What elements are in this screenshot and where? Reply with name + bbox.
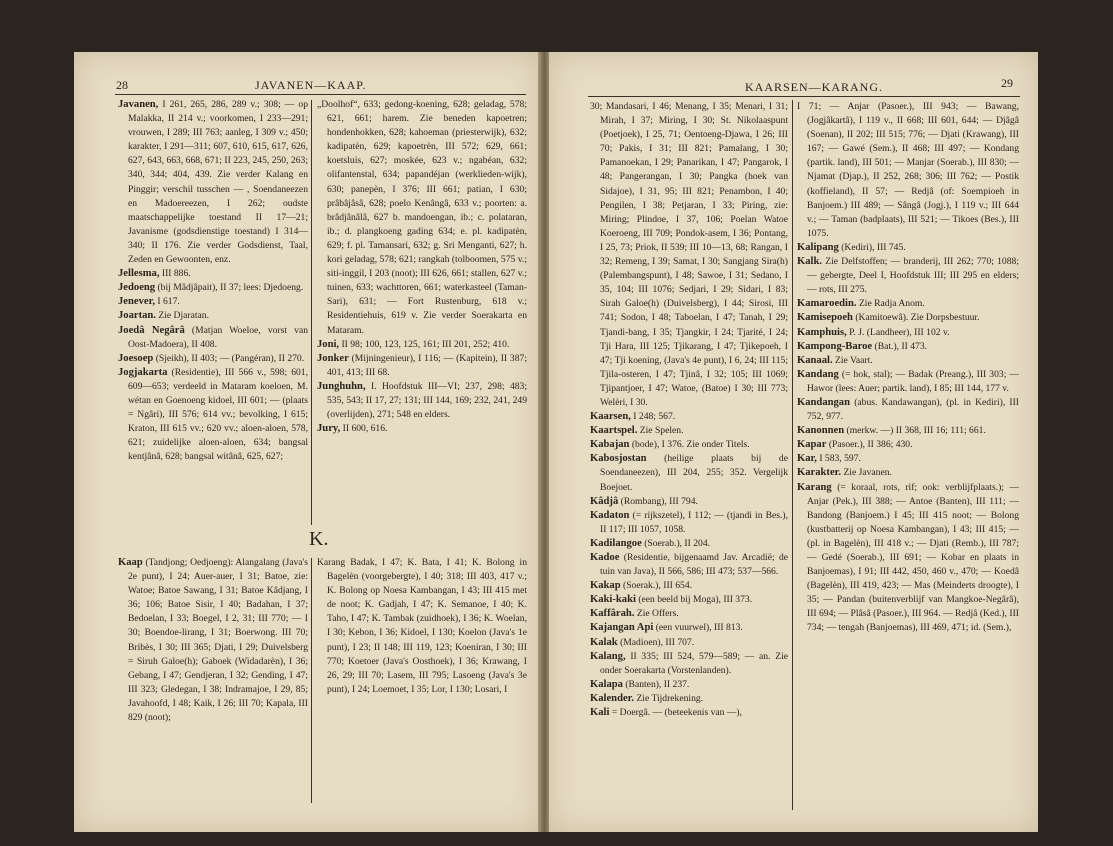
entry-headword: Kalapa: [590, 678, 623, 690]
entry-headword: Kakap: [590, 580, 621, 592]
entry-headword: Kamaroedin.: [797, 298, 857, 310]
left-head-rule: [115, 94, 526, 95]
entry-headword: Jellesma,: [118, 268, 160, 280]
right-running-head: KAARSEN—KARANG.: [745, 80, 884, 94]
entry-text: I 617.: [154, 296, 180, 308]
left-col1-entry: [118, 281, 308, 295]
entry-text: (Bat.), II 473.: [872, 340, 928, 352]
right-page-number: 29: [1001, 76, 1013, 90]
entry-text: II 600, 616.: [340, 423, 388, 435]
entry-text: II 335; III 524, 579—589; — an. Zie onder Soerakarta (Vorstenlanden).: [600, 650, 788, 676]
entry-headword: Kalipang: [797, 241, 839, 253]
entry-text: (merkw. —) II 368, III 16; 111; 661.: [844, 425, 986, 437]
entry-headword: Jedoeng: [118, 282, 156, 294]
entry-headword: Kar,: [797, 453, 817, 465]
entry-text: (bode), I 376. Zie onder Titels.: [629, 439, 750, 451]
left-column-3: [118, 556, 308, 725]
entry-headword: Kapar: [797, 439, 827, 451]
entry-text: (Banten), II 237.: [622, 678, 690, 690]
left-col1-entry: [118, 267, 308, 281]
section-letter-k: K.: [309, 528, 329, 550]
right-col2-entry: [797, 311, 1019, 325]
entry-headword: Junghuhn,: [317, 380, 366, 392]
entry-text: Zie Offers.: [634, 608, 679, 620]
entry-headword: Kadoe: [590, 552, 620, 563]
entry-headword: Kaarsen,: [590, 411, 631, 423]
entry-text: III 886.: [159, 268, 191, 280]
entry-text: (Madioen), III 707.: [617, 636, 695, 648]
right-col2-entry: [797, 466, 1019, 480]
left-col1-entry: [118, 98, 308, 267]
entry-headword: Kamisepoeh: [797, 312, 853, 324]
right-col2-entry: [797, 297, 1019, 311]
entry-headword: Kalak: [590, 636, 618, 648]
kali-continued: I 71; — Anjar (Pasoer.), III 943; — Bawang, (Jogjâkartâ), I 119 v., II 668; III 601, 644; — Djâgâ (Soenan), II 202; III 515; 776; — Djati (Krawang), III 167; — Gawé (Sem.), II 468; III 497; — Kondang (partik. land), III 501; — Manjar (Soerab.), III 830; — Njamat (Djap.), II 252, 268; 306; III 762; — Postik (koffieland), II 57; — Redjâ (of: Soempioeh in Banjoem.) III 489; — Sângâ (Jogj.), I 119 v.; III 644 v.; — Taman (badplaats), III 521; — Tikoes (Bes.), III 1075.: [797, 101, 1019, 239]
left-column-2: [317, 98, 527, 436]
right-col2-entry: [797, 396, 1019, 424]
entry-text: = Doergâ. — (beteekenis van —),: [609, 707, 743, 719]
entry-headword: Kabosjostan: [590, 453, 647, 465]
jogjakarta-continued: „Doolhof“, 633; gedong-koening, 628; geladag, 578; 621, 661; harem. Zie beneden kapoetren; hondenhokken, 628; kahoeman (priesterwijk), 632; kadipatèn, 629; kapoetrèn, III 572; 629, 661; koetsluis, 627; moskée, 623 v.; ngabéan, 632; olifantenstal, 634; papandéjan (werklieden-wijk), 630; panepèn, I 376; III 661; patian, I 630; prâbâjâsâ, 628; poelo Kenângâ, 633 v.; poorten: a. brâdjânâlâ, 627 b. mandoengan, ib.; c. polataran, ib.; d. plangkoeng gading 634; e. pl. kadipatèn, 629; f. pl. Tamansari, 632; g. Sri Menganti, 627; h. kori geladag, 578; 621; rangkah (tolboomen, 575 v.; siti-inggil, I 203 (noot); III 626, 661; stallen, 627 v.; tuinen, 633; wachttoren, 661; waterkasteel (Taman-Sari), 631; — Fort Rustenburg, 618 v.; Residentiehuis, 619 v. Zie verder Soerakarta en Mataram.: [317, 99, 527, 336]
left-col2-entry: [317, 380, 527, 422]
entry-text: Zie Radja Anom.: [856, 298, 925, 310]
right-col2-entry: [797, 368, 1019, 396]
left-col1-entry: [118, 366, 308, 465]
right-col2-entry: [797, 424, 1019, 438]
entry-headword: Jenever,: [118, 296, 155, 308]
right-col1-entry: [590, 621, 788, 635]
right-col2-entry: [797, 438, 1019, 452]
left-col1-entry: [118, 324, 308, 352]
entry-headword: Kanaal.: [797, 354, 833, 366]
left-col1-entry: [118, 309, 308, 323]
entry-text: (een vuurwel), III 813.: [653, 622, 743, 634]
left-col1-entry: [118, 295, 308, 309]
right-col1-entry: [590, 593, 788, 607]
left-col3-entry: [118, 556, 308, 725]
right-column-1: [590, 100, 788, 720]
entry-text: Zie Tijdrekening.: [634, 692, 704, 704]
entry-headword: Joartan.: [118, 310, 156, 322]
entry-headword: Kandang: [797, 368, 839, 380]
left-column-divider-bottom: [311, 558, 312, 803]
right-col1-entry: [590, 424, 788, 438]
entry-text: (Kamitoewâ). Zie Dorpsbestuur.: [852, 312, 980, 324]
entry-headword: Kaffârah.: [590, 608, 635, 620]
entry-text: P. J. (Landheer), III 102 v.: [846, 326, 950, 338]
right-col2-entry: [797, 481, 1019, 636]
left-column-1: [118, 98, 308, 464]
entry-text: (Kediri), III 745.: [838, 241, 906, 253]
entry-headword: Kampong-Baroe: [797, 340, 873, 352]
entry-headword: Kandangan: [797, 396, 850, 408]
right-column-2: [797, 100, 1019, 636]
entry-headword: Karang: [797, 481, 832, 493]
right-col1-entry: [590, 650, 788, 678]
right-col2-entry: [797, 354, 1019, 368]
entry-headword: Kadilangoe: [590, 537, 642, 549]
right-col1-entry: [590, 410, 788, 424]
entry-text: (Tandjong; Oedjoeng): Alangalang (Java's 2e punt), I 24; Auer-auer, I 31; Batoe, zie: Watoe; Batoe Sawang, I 31; Batoe Kâdjang, I 36; 106; Batoe Sisir, I 40; Badahan, I 37; Bedoelan, I 33; Boegel, I 2, 31; III 770; — I 30; Boendoe-lirang, I 31; Boerwong. III 70; Bribès, I 30; III 365; Djati, I 29; Duivelsberg = Siruh Galoe(h); Gaboek (Widadarèn), I 36; Gebang, I 47; Gendjeran, I 32; Gending, I 47; III 323; Gledegan, I 38; Indramajoe, I 29, 85; Javahoofd, I 48; Kaik, I 26; III 70; Kapala, III 829 (noot);: [128, 557, 308, 724]
entry-headword: Kalang,: [590, 650, 626, 662]
entry-headword: Joedâ Negârâ: [118, 324, 185, 336]
right-col1-entry: [590, 509, 788, 537]
entry-headword: Jogjakarta: [118, 366, 168, 378]
entry-headword: Kaki-kaki: [590, 594, 636, 606]
entry-text: Zie Javanen.: [841, 467, 892, 479]
entry-text: (Rombang), III 794.: [618, 495, 698, 507]
entry-text: I 583, 597.: [816, 453, 861, 465]
right-col1-entry: [590, 495, 788, 509]
entry-headword: Kamphuis,: [797, 326, 847, 338]
right-head-rule: [588, 96, 1020, 97]
entry-text: (abus. Kandawangan), (pl. in Kediri), III 752, 977.: [807, 396, 1019, 423]
right-col1-entry: [590, 452, 788, 494]
entry-headword: Kadaton: [590, 509, 630, 521]
entry-text: (Sjeikh), II 403; — (Pangéran), II 270.: [153, 352, 305, 364]
left-column-divider-top: [311, 100, 312, 525]
entry-headword: Jury,: [317, 423, 341, 435]
entry-text: (Soerab.), II 204.: [641, 537, 711, 549]
left-col1-entry: [118, 352, 308, 366]
entry-headword: Kanonnen: [797, 425, 845, 437]
entry-headword: Javanen,: [118, 99, 159, 110]
entry-text: (Matjan Woeloe, vorst van Oost-Madoera), II 408.: [128, 324, 309, 350]
kaap-continued-2: 30; Mandasari, I 46; Menang, I 35; Menari, I 31; Mirah, I 37; Miring, I 30; St. Nikolaaspunt (Poetjoek), I 25, 71; Oentoeng-Djawa, I 26; III 70; Pakis, I 31; III 821; Pamalang, I 30; Pamanoekan, I 29; Panarikan, I 47; Pangarok, I 48; Pangerangan, I 30; Pangka (hoek van Sidajoe), I 31, 95; III 821; Penambon, I 40; Pengilen, I 38; Petjaran, I 33; Piring, zie: Miring; Plindoe, I 37, 106; Poelan Watoe Koeroeng, III 709; Pondok-asem, I 36; Pontang, I 25, 73; Priok, II 539; III 10—13, 68; Rangan, I 32; Remeng, I 39; Samat, I 30; Sangjang Sira(h) (Palembangspunt), I 48; Sawoe, I 31; Sedano, I 35, 104; III 1076; Sedjari, I 29; Sidari, I 83; Sirah Galoe(h) (Duivelsberg), I 44; Sirosi, III 741; Sodon, I 48; Taboelan, I 47; Tanah, I 29; Tjandi-bang, I 35; Tjangkir, I 24; Tjarité, I 24; Tji Hara, III 125; Tjikarang, I 47; Tjikepoeh, I 47; Tji koening, (Java's 4e punt), I 6, 24; III 115; Tjila-osteren, I 47; Tjinâ, I 32; 105; III 1069; Tjipantjoer, I 47; Watoe, (Batoe) I 30; III 773; Welèri, I 30.: [590, 101, 788, 408]
entry-text: Zie Djaratan.: [155, 310, 209, 322]
entry-text: I 261, 265, 286, 289 v.; 308; — op Malakka, II 214 v.; voorkomen, I 233—291; vrouwen, I 289; III 763; aanleg, I 309 v.; 450; karakter, I 291—311; 607, 610, 615, 617, 626, 627, 643, 663, 668, 671; II 223, 245, 250, 263; 340, 344; 404, 439. Zie verder Kalang en Pinggir; verschil tusschen — , Soendaneezen en Madoereezen, I 262; oudste maatschappelijke toestand II 17—21; Javanisme (godsdienstige toestand) I 314—340; II 176. Zie verder Godsdienst, Taal, Zeden en Gewoonten, enz.: [128, 99, 308, 266]
entry-headword: Karakter.: [797, 467, 842, 479]
left-running-head: JAVANEN—KAAP.: [255, 78, 367, 92]
entry-headword: Kali: [590, 707, 610, 719]
entry-text: I 248; 567.: [630, 411, 676, 423]
entry-headword: Kaartspel.: [590, 425, 638, 437]
entry-text: (heilige plaats bij de Soendaneezen), III 204, 255; 352. Vergelijk Boejoet.: [600, 453, 788, 493]
kaap-continued: Karang Badak, I 47; K. Bata, I 41; K. Bolong in Bagelèn (voorgebergte), I 40; 318; III 403, 417 v.; K. Bolong op Noesa Kambangan, I 43; III 415 met de noot; K. Gadjah, I 47; K. Semanoe, I 40; K. Taho, I 47; K. Tambak (zuidhoek), I 36; K. Woelan, I 30; Kebon, I 36; Kidoel, I 130; Koelon (Java's 1e punt), I 23; II 148; III 119, 123; Koeniran, I 30; III 770; Koetoer (Java's Oosthoek), I 36; Krawang, I 26, 29; III 70; Lasem, III 795; Lasoeng (Java's 3e punt), I 24; Loemoet, I 35; Lor, I 130; Losari, I: [317, 557, 527, 695]
entry-headword: Joni,: [317, 338, 340, 350]
entry-text: II 98; 100, 123, 125, 161; III 201, 252; 410.: [339, 338, 510, 350]
right-col1-entry: [590, 438, 788, 452]
entry-text: Zie Vaart.: [832, 354, 873, 366]
left-col2-entry: [317, 338, 527, 352]
entry-text: (= koraal, rots, rif; ook: verblijfplaats.); — Anjar (Pek.), III 388; — Antoe (Banten), III 111; — Bandong (Banjoem.) I 45; III 415 noot; — Bolong (kustbatterij op Noesa Kambangan), I 43; III 415; — (pl. in Bagelèn), III 418 v.; — Djati (Remb.), III 787; — Gedé (Soerab.), III 691; — Kobar en plaats in Banjoemas), I 91; III 442, 450, 460 v., 470; — Koedâ (Bagelèn), III 419, 423; — Mas (Meinderts droogte), I 35; — Pandan (buitenverblijf van Mangkoe-Negârâ), III 694; — Plâsâ (Pasoer.), III 964. — Redjâ (Ked.), III 734; — tengah (Banjoemas), III 469, 471; id. (Sem.),: [807, 481, 1019, 634]
left-page-number: 28: [116, 78, 128, 92]
entry-text: (= rijkszetel), I 112; — (tjandi in Bes.), II 117; III 1057, 1058.: [600, 509, 788, 535]
entry-headword: Kalender.: [590, 692, 635, 704]
right-col1-entry: [590, 692, 788, 706]
entry-headword: Joesoep: [118, 352, 154, 364]
entry-headword: Kalk.: [797, 256, 823, 268]
entry-headword: Kajangan Api: [590, 622, 654, 634]
entry-text: (Pasoer.), II 386; 430.: [826, 439, 913, 451]
right-col1-entry: [590, 706, 788, 720]
right-col2-entry: [797, 452, 1019, 466]
right-col1-entry: [590, 537, 788, 551]
entry-text: (= hok, stal); — Badak (Preang.), III 303; — Hawor (lees: Auer; partik. land), I 85; III 144, 177 v.: [807, 368, 1019, 394]
right-col1-entry: [590, 607, 788, 621]
entry-headword: Kâdjâ: [590, 495, 619, 507]
right-col2-entry: [797, 340, 1019, 354]
right-col1-entry: [590, 678, 788, 692]
entry-text: (Residentie), III 566 v., 598; 601, 609—653; verdeeld in Mataram koeloen, M. wétan en Goenoeng kidoel, III 601; — (plaats = Ngâri), III 576; 614 vv.; bevolking, I 615; Kraton, III 615 vv.; 620 vv.; aloen-aloen, 578, 621; zuidelijke aloen-aloen, 634; bangsal kentjânâ, 628; bangsal witânâ, 625, 627;: [128, 366, 308, 463]
left-col2-entry: [317, 352, 527, 380]
right-col1-entry: [590, 579, 788, 593]
entry-text: Zie Spelen.: [637, 425, 684, 437]
entry-headword: Kaap: [118, 557, 143, 568]
entry-headword: Kabajan: [590, 439, 630, 451]
entry-text: (bij Mâdjâpait), II 37; lees: Djedoeng.: [155, 282, 304, 294]
right-col2-entry: [797, 326, 1019, 340]
right-col2-entry: [797, 241, 1019, 255]
entry-text: Zie Delfstoffen; — branderij, III 262; 770; 1088; — gebergte, Deel I, Hoofdstuk III; III 295 en elders; — rots, III 275.: [807, 256, 1019, 296]
entry-text: (Residentie, bijgenaamd Jav. Arcadië; de tuin van Java), II 566, 586; III 473; 537—566.: [600, 552, 788, 578]
entry-text: (Mijningenieur), I 116; — (Kapitein), II 387; 401, 413; III 68.: [327, 352, 527, 378]
entry-text: (Soerak.), III 654.: [620, 580, 693, 592]
left-column-4: [317, 556, 527, 697]
right-col2-entry: [797, 255, 1019, 297]
entry-text: I. Hoofdstuk III—VI; 237, 298; 483; 535, 543; II 17, 27; 131; III 144, 169; 232, 241, 249 (overlijden), 271; 548 en elders.: [327, 380, 527, 421]
entry-text: (een beeld bij Moga), III 373.: [635, 594, 753, 606]
right-column-divider: [792, 100, 793, 810]
left-col2-entry: [317, 422, 527, 436]
entry-headword: Jonker: [317, 352, 349, 364]
right-col1-entry: [590, 636, 788, 650]
right-col1-entry: [590, 551, 788, 579]
